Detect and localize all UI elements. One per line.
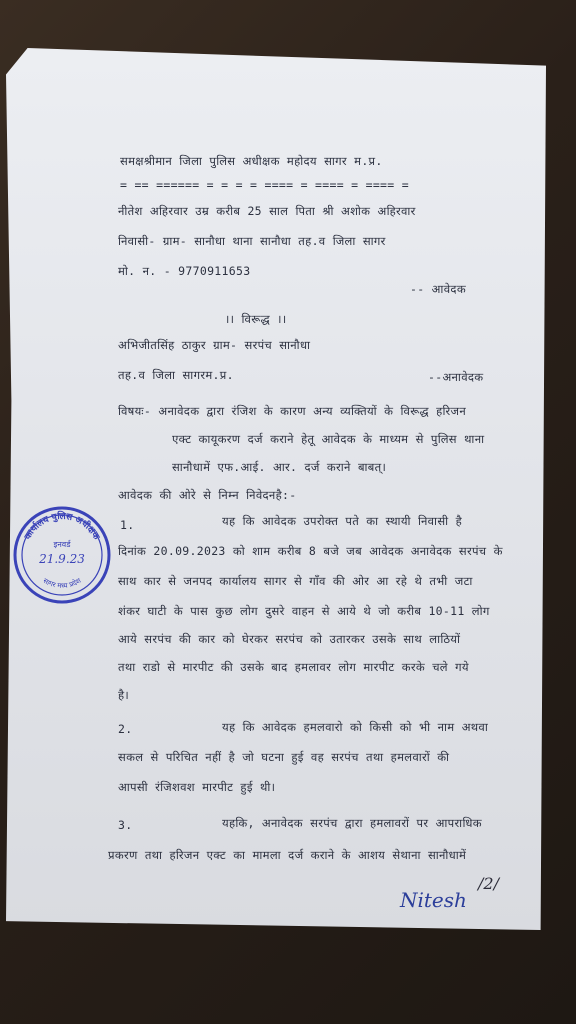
para1-line-4: शंकर घाटी के पास कुछ लोग दुसरे वाहन से आये थे जो करीब 10-11 लोग [118, 604, 490, 618]
stamp-place-text: सागर मध्य प्रदेश [41, 576, 83, 590]
para1-line-7: है। [118, 688, 130, 702]
separator-rule: = == ====== = = = = ==== = ==== = ==== = [120, 178, 409, 192]
page-number: /2/ [478, 874, 499, 893]
applicant-address-line: निवासी- ग्राम- सानौधा थाना सानौधा तह.व जिला सागर [118, 234, 386, 248]
address-line: समक्षश्रीमान जिला पुलिस अधीक्षक महोदय सागर म.प्र. [120, 154, 383, 168]
para1-line-5: आये सरपंच की कार को घेरकर सरपंच को उतारकर उसके साथ लाठियों [118, 632, 461, 646]
para2-line-3: आपसी रंजिशवश मारपीट हुई थी। [118, 780, 276, 794]
para3-line-1: यहकि, अनावेदक सरपंच द्वारा हमलावरों पर आपराधिक [222, 816, 482, 830]
applicant-name-line: नीतेश अहिरवार उम्र करीब 25 साल पिता श्री अशोक अहिरवार [118, 204, 416, 218]
applicant-role: -- आवेदक [410, 282, 466, 296]
office-stamp [12, 505, 112, 605]
para1-line-3: साथ कार से जनपद कार्यालय सागर से गाँव की ओर आ रहे थे तभी जटा [118, 574, 473, 588]
para1-number: 1. [120, 518, 135, 532]
applicant-mobile: मो. न. - 9770911653 [118, 264, 251, 278]
stamp-date: 21.9.23 [39, 552, 85, 566]
stamp-office-text: कार्यालय पुलिस अधीक्षक [23, 511, 101, 542]
respondent-role: --अनावेदक [428, 370, 484, 384]
versus-heading: ।। विरूद्ध ।। [225, 312, 287, 326]
para2-line-2: सकल से परिचित नहीं है जो घटना हुई वह सरपंच तथा हमलवारों की [118, 750, 450, 764]
applicant-signature: Nitesh [400, 888, 467, 912]
para1-line-6: तथा राडो से मारपीट की उसके बाद हमलावर लोग मारपीट करके चले गये [118, 660, 469, 674]
subject-line-2: एक्ट कायूकरण दर्ज कराने हेतू आवेदक के माध्यम से पुलिस थाना [172, 432, 485, 446]
subject-line-3: सानौधामें एफ.आई. आर. दर्ज कराने बाबत्। [172, 460, 387, 474]
respondent-address-line: तह.व जिला सागरम.प्र. [118, 368, 234, 382]
intro-line: आवेदक की ओरे से निम्न निवेदनहै:- [118, 488, 297, 502]
para2-number: 2. [118, 722, 133, 736]
para1-line-1: यह कि आवेदक उपरोक्त पते का स्थायी निवासी है [222, 514, 463, 528]
para1-line-2: दिनांक 20.09.2023 को शाम करीब 8 बजे जब आवेदक अनावेदक सरपंच के [118, 544, 503, 558]
subject-line-1: विषयः- अनावेदक द्वारा रंजिश के कारण अन्य व्यक्तियों के विरूद्ध हरिजन [118, 404, 467, 418]
para3-number: 3. [118, 818, 133, 832]
para2-line-1: यह कि आवेदक हमलवारो को किसी को भी नाम अथवा [222, 720, 489, 734]
para3-line-2: प्रकरण तथा हरिजन एक्ट का मामला दर्ज कराने के आशय सेथाना सानौधामें [108, 848, 467, 862]
stamp-inward-label: इनवर्ड [53, 540, 71, 549]
respondent-name-line: अभिजीतसिंह ठाकुर ग्राम- सरपंच सानौधा [118, 338, 311, 352]
svg-text:सागर मध्य प्रदेश [42, 577, 83, 591]
